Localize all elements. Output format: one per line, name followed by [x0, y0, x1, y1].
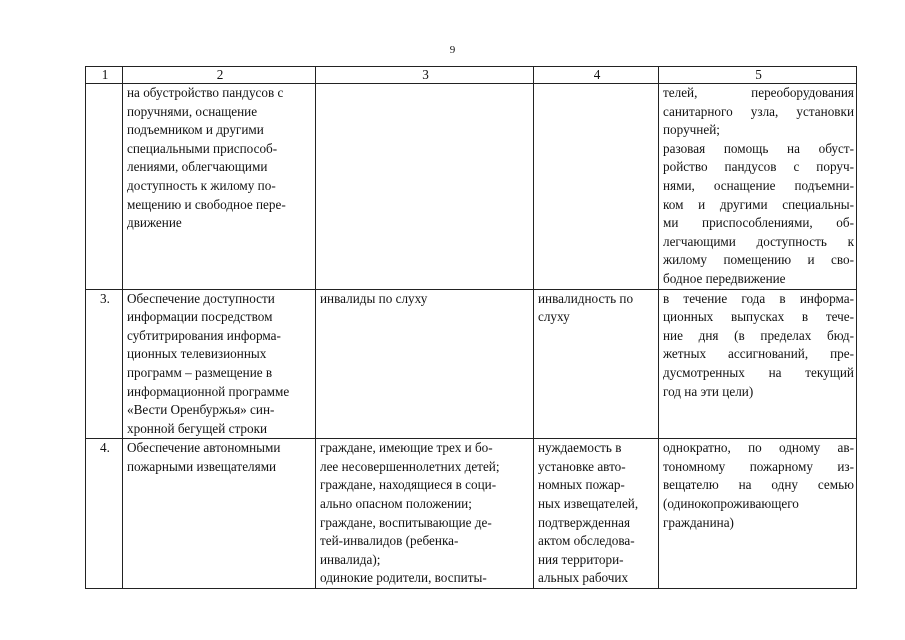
cell-text-line: телей, переоборудования — [663, 85, 854, 100]
cell-text-line: на обустройство пандусов с — [127, 85, 284, 100]
cell-text-line: тономному пожарному из- — [663, 458, 854, 474]
cell-text-line: ми приспособлениями, об- — [663, 215, 854, 231]
cell-text-line: информационной программе — [127, 383, 290, 399]
cell-text-line: поручнями, оснащение — [127, 103, 258, 119]
header-cell-5: 5 — [659, 67, 857, 84]
cell-text-line: Обеспечение автономными — [127, 440, 281, 456]
cell-text-line: граждане, находящиеся в соци- — [320, 477, 497, 493]
row-number-cell: 4. — [86, 439, 123, 589]
measure-cell — [123, 84, 316, 290]
cell-text-line: жилому помещению и сво- — [663, 252, 854, 268]
measure-cell — [123, 289, 316, 439]
cell-text-line: инвалиды по слуху — [320, 290, 428, 306]
cell-text-line: граждане, воспитывающие де- — [320, 514, 492, 530]
table-header-row — [86, 67, 857, 84]
cell-text-line: (одинокопроживающего — [663, 496, 799, 512]
row-number-cell: 3. — [86, 289, 123, 439]
cell-text-line: в течение года в информа- — [663, 290, 854, 306]
table-row — [86, 84, 857, 290]
criteria-cell — [534, 84, 659, 290]
cell-text-line: специальными приспособ- — [127, 140, 278, 156]
table-row — [86, 439, 857, 589]
cell-text-line: дусмотренных на текущий — [663, 364, 854, 380]
cell-text-line: лениями, облегчающими — [127, 159, 268, 175]
cell-text-line: ком и другими специальны- — [663, 196, 854, 212]
page-number: 9 — [449, 44, 456, 56]
cell-text-line: ных извещателей, — [538, 496, 639, 512]
cell-text-line: Обеспечение доступности — [127, 290, 275, 306]
cell-text-line: движение — [127, 215, 182, 231]
cell-text-line: тей-инвалидов (ребенка- — [320, 533, 459, 549]
cell-text-line: хронной бегущей строки — [127, 420, 268, 436]
cell-text-line: слуху — [538, 309, 570, 325]
cell-text-line: разовая помощь на обуст- — [663, 140, 854, 156]
cell-text-line: одинокие родители, воспиты- — [320, 570, 487, 586]
conditions-cell — [659, 84, 857, 290]
header-cell-3: 3 — [316, 67, 534, 84]
cell-text-line: ционных выпусках в тече- — [663, 309, 854, 325]
cell-text-line: инвалида); — [320, 551, 381, 567]
cell-text-line: ния территори- — [538, 551, 624, 567]
header-cell-1: 1 — [86, 67, 123, 84]
cell-text-line: программ – размещение в — [127, 364, 273, 380]
cell-text-line: год на эти цели) — [663, 383, 754, 399]
cell-text-line: ционных телевизионных — [127, 346, 267, 362]
header-cell-4: 4 — [534, 67, 659, 84]
cell-text-line: подтвержденная — [538, 514, 631, 530]
cell-text-line: нуждаемость в — [538, 440, 622, 456]
cell-text-line: лее несовершеннолетних детей; — [320, 458, 500, 474]
cell-text-line: граждане, имеющие трех и бо- — [320, 440, 493, 456]
cell-text-line: бодное передвижение — [663, 270, 786, 286]
cell-text-line: жетных ассигнований, пре- — [663, 346, 854, 362]
cell-text-line: номных пожар- — [538, 477, 625, 493]
cell-text-line: доступность к жилому по- — [127, 177, 276, 193]
criteria-cell — [534, 439, 659, 589]
cell-text-line: поручней; — [663, 122, 720, 138]
recipients-cell — [316, 289, 534, 439]
cell-text-line: актом обследова- — [538, 533, 635, 549]
cell-text-line: вещателю на одну семью — [663, 477, 854, 493]
cell-text-line: ние дня (в пределах бюд- — [663, 327, 854, 343]
header-cell-2: 2 — [123, 67, 316, 84]
conditions-cell — [659, 439, 857, 589]
cell-text-line: нями, оснащение подъемни- — [663, 177, 854, 193]
document-table — [85, 66, 857, 589]
cell-text-line: мещению и свободное пере- — [127, 196, 286, 212]
row-number-cell — [86, 84, 123, 290]
measure-cell — [123, 439, 316, 589]
criteria-cell — [534, 289, 659, 439]
cell-text-line: инвалидность по — [538, 290, 634, 306]
cell-text-line: информации посредством — [127, 309, 273, 325]
cell-text-line: однократно, по одному ав- — [663, 440, 854, 456]
cell-text-line: подъемником и другими — [127, 122, 264, 138]
cell-text-line: альных рабочих — [538, 570, 629, 586]
recipients-cell — [316, 439, 534, 589]
cell-text-line: «Вести Оренбуржья» син- — [127, 402, 275, 418]
cell-text-line: санитарного узла, установки — [663, 103, 854, 119]
conditions-cell — [659, 289, 857, 439]
cell-text-line: пожарными извещателями — [127, 458, 277, 474]
cell-text-line: гражданина) — [663, 514, 734, 530]
cell-text-line: установке авто- — [538, 458, 626, 474]
table-row — [86, 289, 857, 439]
cell-text-line: субтитрирования информа- — [127, 327, 281, 343]
cell-text-line: ройство пандусов с поруч- — [663, 159, 854, 175]
recipients-cell — [316, 84, 534, 290]
cell-text-line: легчающими доступность к — [663, 233, 854, 249]
cell-text-line: ально опасном положении; — [320, 496, 472, 512]
